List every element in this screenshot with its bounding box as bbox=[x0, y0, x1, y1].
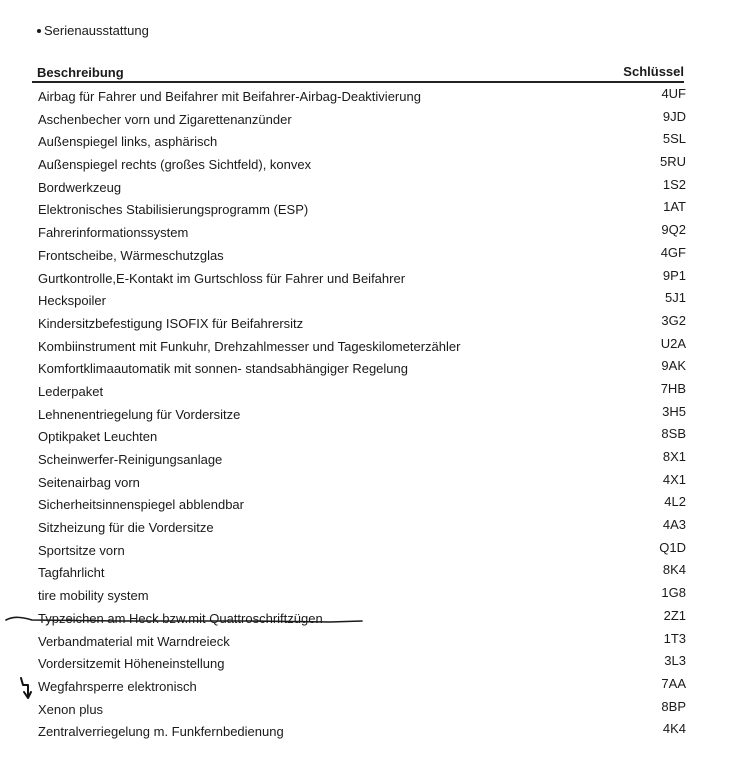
row-key: 9Q2 bbox=[661, 222, 686, 238]
row-key: 8X1 bbox=[662, 449, 686, 464]
table-row bbox=[0, 721, 738, 744]
row-key: 4GF bbox=[660, 244, 686, 260]
row-description: Aschenbecher vorn und Zigarettenanzünder bbox=[38, 111, 292, 127]
row-key: 1G8 bbox=[661, 585, 686, 601]
row-description: Heckspoiler bbox=[38, 293, 106, 309]
table-row bbox=[0, 268, 738, 291]
table-row bbox=[0, 381, 738, 404]
row-description: Xenon plus bbox=[38, 701, 104, 717]
row-description: Airbag für Fahrer und Beifahrer mit Beifahrer-Airbag-Deaktivierung bbox=[38, 89, 421, 104]
row-description: tire mobility system bbox=[38, 588, 149, 604]
table-row bbox=[0, 494, 738, 517]
row-key: 5SL bbox=[662, 131, 686, 147]
table-row bbox=[0, 517, 738, 540]
table-row bbox=[0, 540, 738, 563]
row-description: Fahrerinformationssystem bbox=[38, 225, 189, 241]
bullet-icon bbox=[37, 29, 41, 33]
table-row bbox=[0, 404, 738, 427]
table-row bbox=[0, 562, 738, 585]
row-key: 4UF bbox=[661, 86, 686, 101]
row-key: 9P1 bbox=[662, 267, 686, 283]
row-key: 3H5 bbox=[662, 403, 686, 419]
table-row bbox=[0, 154, 738, 177]
row-description: Verbandmaterial mit Warndreieck bbox=[38, 633, 230, 649]
row-description: Kombiinstrument mit Funkuhr, Drehzahlmesser und Tageskilometerzähler bbox=[38, 338, 461, 354]
table-row bbox=[0, 426, 738, 449]
table-row bbox=[0, 472, 738, 495]
row-description: Kindersitzbefestigung ISOFIX für Beifahrersitz bbox=[38, 315, 304, 331]
row-description: Vordersitzemit Höheneinstellung bbox=[38, 656, 225, 672]
row-key: 4A3 bbox=[662, 517, 686, 533]
row-description: Wegfahrsperre elektronisch bbox=[38, 678, 197, 694]
row-key: 1AT bbox=[663, 199, 686, 215]
table-row bbox=[0, 199, 738, 222]
row-description: Komfortklimaautomatik mit sonnen- standsabhängiger Regelung bbox=[38, 361, 408, 377]
row-description: Lederpaket bbox=[38, 383, 104, 399]
row-description: Tagfahrlicht bbox=[38, 565, 105, 581]
row-key: 4X1 bbox=[662, 471, 686, 487]
table-row bbox=[0, 245, 738, 268]
table-row-struck bbox=[0, 608, 738, 631]
row-description: Sicherheitsinnenspiegel abblendbar bbox=[38, 497, 244, 513]
row-description: Typzeichen am Heck bzw.mit Quattroschriftzügen bbox=[38, 610, 323, 626]
row-key: 9AK bbox=[661, 358, 686, 374]
header-description: Beschreibung bbox=[37, 65, 124, 80]
row-description: Scheinwerfer-Reinigungsanlage bbox=[38, 452, 223, 467]
row-key: 7HB bbox=[660, 380, 686, 396]
arrow-down-icon bbox=[18, 677, 34, 701]
row-description: Seitenairbag vorn bbox=[38, 474, 140, 490]
row-description: Bordwerkzeug bbox=[38, 179, 122, 195]
table-row bbox=[0, 86, 738, 109]
row-key: 9JD bbox=[662, 108, 686, 124]
table-row bbox=[0, 336, 738, 359]
row-description: Zentralverriegelung m. Funkfernbedienung bbox=[38, 724, 284, 740]
row-description: Außenspiegel links, asphärisch bbox=[38, 134, 218, 150]
section-title-text: Serienausstattung bbox=[44, 23, 149, 38]
row-description: Sitzheizung für die Vordersitze bbox=[38, 520, 214, 536]
row-key: 8K4 bbox=[662, 562, 686, 578]
table-row bbox=[0, 109, 738, 132]
row-description: Frontscheibe, Wärmeschutzglas bbox=[38, 247, 224, 263]
table-row bbox=[0, 653, 738, 676]
table-row bbox=[0, 290, 738, 313]
table-row bbox=[0, 585, 738, 608]
row-key: 8BP bbox=[661, 698, 686, 714]
row-key: 4L2 bbox=[664, 494, 686, 510]
section-title bbox=[37, 23, 149, 38]
row-key: 5J1 bbox=[665, 290, 686, 306]
row-description: Elektronisches Stabilisierungsprogramm (ESP) bbox=[38, 202, 309, 218]
row-key: Q1D bbox=[659, 539, 686, 555]
row-description: Außenspiegel rechts (großes Sichtfeld), konvex bbox=[38, 157, 312, 173]
table-row bbox=[0, 131, 738, 154]
row-description: Gurtkontrolle,E-Kontakt im Gurtschloss für Fahrer und Beifahrer bbox=[38, 270, 406, 286]
table-row bbox=[0, 676, 738, 699]
row-key: 7AA bbox=[661, 675, 686, 691]
row-description: Optikpaket Leuchten bbox=[38, 429, 158, 445]
row-key: U2A bbox=[660, 335, 686, 351]
table-row bbox=[0, 313, 738, 336]
table-row bbox=[0, 222, 738, 245]
row-key: 3G2 bbox=[661, 312, 686, 328]
row-key: 1T3 bbox=[663, 630, 686, 646]
table-row bbox=[0, 449, 738, 472]
row-key: 2Z1 bbox=[663, 607, 686, 623]
row-description: Sportsitze vorn bbox=[38, 542, 125, 558]
header-key: Schlüssel bbox=[623, 64, 684, 79]
table-row bbox=[0, 699, 738, 722]
row-key: 8SB bbox=[661, 426, 686, 442]
table-row bbox=[0, 631, 738, 654]
table-header bbox=[32, 64, 684, 83]
row-description: Lehnenentriegelung für Vordersitze bbox=[38, 406, 241, 422]
row-key: 4K4 bbox=[662, 721, 686, 737]
row-key: 5RU bbox=[659, 154, 686, 170]
table-row bbox=[0, 177, 738, 200]
table-row bbox=[0, 358, 738, 381]
row-key: 1S2 bbox=[662, 176, 686, 192]
row-key: 3L3 bbox=[664, 653, 686, 669]
equipment-table bbox=[0, 86, 738, 744]
